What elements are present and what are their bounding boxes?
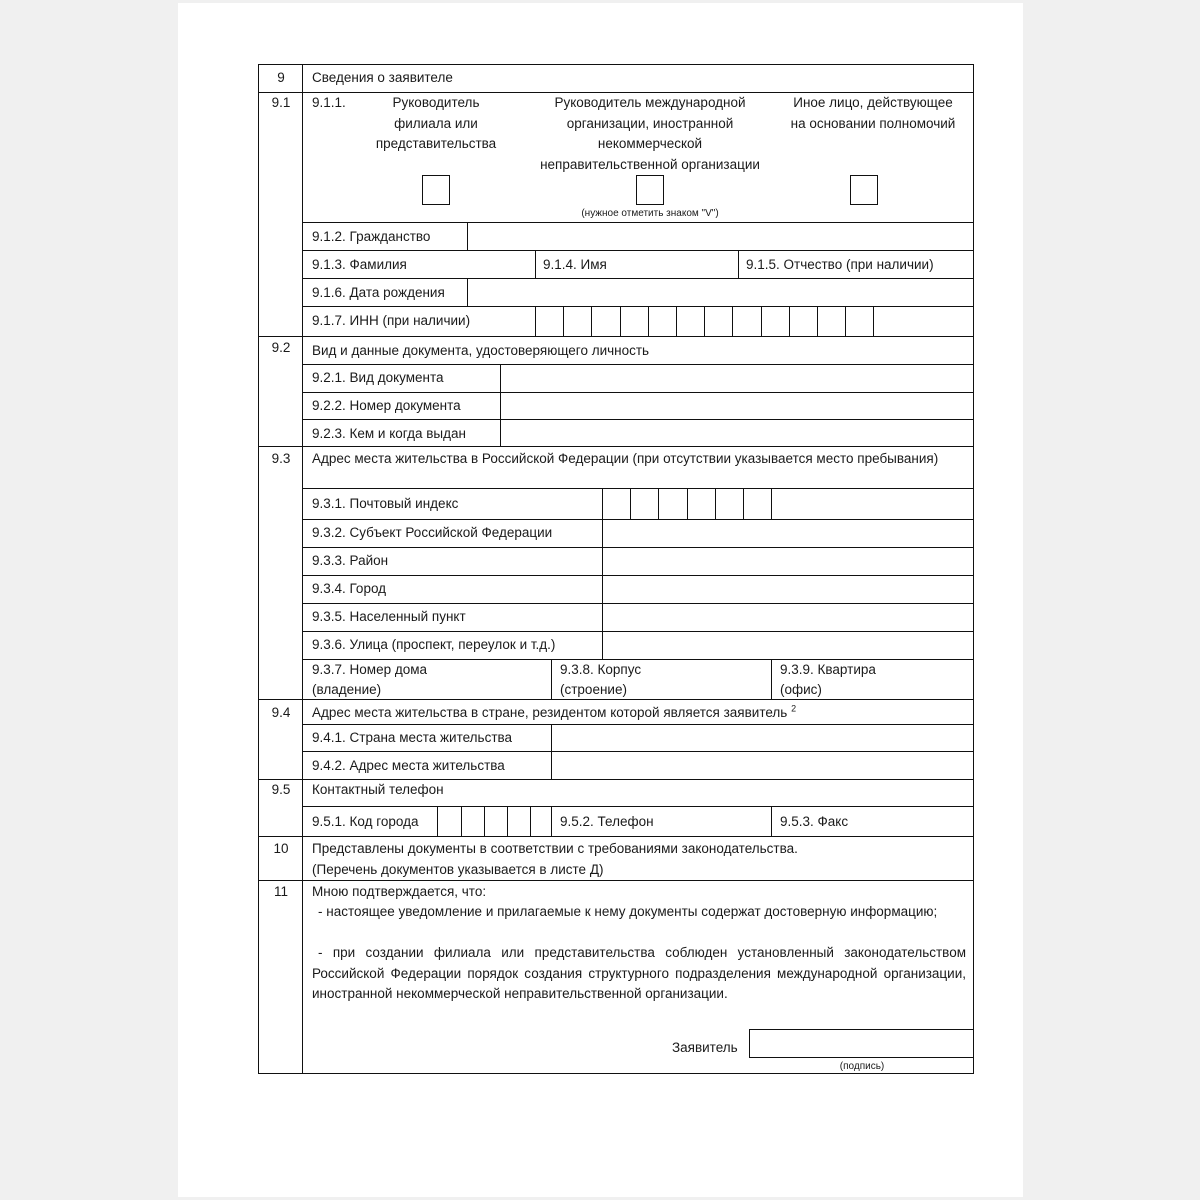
row-line (302, 547, 974, 548)
section-number-9-4: 9.4 (271, 705, 291, 720)
digit-cell-divider (817, 306, 818, 336)
row-line (302, 603, 974, 604)
label-doc-number: 9.2.2. Номер документа (312, 398, 461, 413)
documents-line-2: (Перечень документов указывается в листе Д) (312, 862, 604, 877)
label-city: 9.3.4. Город (312, 581, 387, 596)
section-number-9-2: 9.2 (271, 340, 291, 355)
section-number-10: 10 (273, 841, 289, 856)
checkbox-org-head[interactable] (636, 175, 664, 205)
footnote-marker: 2 (791, 703, 797, 714)
signature-caption: (подпись) (839, 1061, 885, 1072)
cell-divider (551, 659, 552, 699)
digit-cell-divider (771, 488, 772, 519)
section-number-9-1: 9.1 (271, 95, 291, 110)
row-line (302, 419, 974, 420)
row-line (258, 336, 974, 337)
cell-divider (551, 724, 552, 779)
digit-cell-divider (563, 306, 564, 336)
label-street: 9.3.6. Улица (проспект, переулок и т.д.) (312, 637, 556, 652)
signature-field[interactable] (749, 1029, 974, 1058)
digit-cell-divider (535, 306, 536, 336)
digit-cell-divider (602, 488, 603, 519)
digit-cell-divider (591, 306, 592, 336)
section-title-ru-address: Адрес места жительства в Российской Федерации (при отсутствии указывается место пребывания) (312, 451, 939, 466)
label-citizenship: 9.1.2. Гражданство (312, 229, 431, 244)
option-org-head: Руководитель международной организации, иностранной некоммерческой неправительственной организации (540, 95, 760, 172)
row-line (302, 724, 974, 725)
digit-cell-divider (732, 306, 733, 336)
digit-cell-divider (620, 306, 621, 336)
row-line (258, 836, 974, 837)
documents-line-1: Представлены документы в соответствии с требованиями законодательства. (312, 841, 798, 856)
section-number-11: 11 (273, 884, 288, 899)
checkbox-branch-head[interactable] (422, 175, 450, 205)
cell-divider (500, 364, 501, 446)
digit-cell-divider (715, 488, 716, 519)
label-country: 9.4.1. Страна места жительства (312, 730, 513, 745)
digit-cell-divider (658, 488, 659, 519)
digit-cell-divider (648, 306, 649, 336)
row-line (302, 519, 974, 520)
cell-divider (771, 659, 772, 699)
digit-cell-divider (873, 306, 874, 336)
label-district: 9.3.3. Район (312, 553, 389, 568)
section-title-foreign-address (312, 703, 796, 723)
digit-cell-divider (507, 806, 508, 836)
label-surname: 9.1.3. Фамилия (312, 257, 407, 272)
row-line (302, 392, 974, 393)
digit-cell-divider (437, 806, 438, 836)
digit-cell-divider (704, 306, 705, 336)
digit-cell-divider (845, 306, 846, 336)
applicant-label: Заявитель (672, 1040, 738, 1055)
label-patronymic: 9.1.5. Отчество (при наличии) (746, 257, 934, 272)
checkbox-other-person[interactable] (850, 175, 878, 205)
digit-cell-divider (461, 806, 462, 836)
confirmation-item-2: - при создании филиала или представительства соблюден установленный законодательством Российской Федерации порядок создания структурного подразделения международной организации, иностранной некоммерческой неправительственной организации. (312, 945, 966, 1001)
row-line (302, 631, 974, 632)
label-region: 9.3.2. Субъект Российской Федерации (312, 525, 553, 540)
row-line (302, 222, 974, 223)
digit-cell-divider (761, 306, 762, 336)
label-building: 9.3.8. Корпус (строение) (560, 662, 642, 697)
number-column-divider (302, 92, 303, 1074)
label-foreign-address: 9.4.2. Адрес места жительства (312, 758, 505, 773)
cell-divider (467, 278, 468, 306)
confirmation-item-1: - настоящее уведомление и прилагаемые к нему документы содержат достоверную информацию; (318, 904, 938, 919)
section-title-phone: Контактный телефон (312, 782, 444, 797)
label-house: 9.3.7. Номер дома (владение) (312, 662, 428, 697)
digit-cell-divider (630, 488, 631, 519)
digit-cell-divider (530, 806, 531, 836)
section-title-id-document: Вид и данные документа, удостоверяющего личность (312, 343, 650, 358)
option-branch-head: Руководитель филиала или представительства (375, 95, 497, 151)
label-name: 9.1.4. Имя (543, 257, 607, 272)
label-inn: 9.1.7. ИНН (при наличии) (312, 313, 471, 328)
label-settlement: 9.3.5. Населенный пункт (312, 609, 466, 624)
section-title-applicant: Сведения о заявителе (312, 70, 453, 85)
row-line (302, 806, 974, 807)
label-doc-type: 9.2.1. Вид документа (312, 370, 444, 385)
digit-cell-divider (743, 488, 744, 519)
header-column-divider (302, 64, 303, 92)
confirmation-intro: Мною подтверждается, что: (312, 884, 487, 899)
section-number-9-5: 9.5 (271, 782, 291, 797)
row-line (302, 364, 974, 365)
cell-divider (467, 222, 468, 250)
label-phone: 9.5.2. Телефон (560, 814, 654, 829)
row-line (302, 278, 974, 279)
row-line (302, 575, 974, 576)
digit-cell-divider (789, 306, 790, 336)
digit-cell-divider (676, 306, 677, 336)
foreign-address-title-text: Адрес места жительства в стране, резидентом которой является заявитель (312, 705, 788, 720)
sub-number-9-1-1: 9.1.1. (312, 95, 346, 110)
row-line (302, 751, 974, 752)
checkbox-note: (нужное отметить знаком "V") (581, 208, 719, 219)
cell-divider (771, 806, 772, 836)
section-number-9-3: 9.3 (271, 451, 291, 466)
row-line (258, 880, 974, 881)
label-city-code: 9.5.1. Код города (312, 814, 419, 829)
row-line (302, 488, 974, 489)
label-apartment: 9.3.9. Квартира (офис) (780, 662, 876, 697)
label-doc-issued: 9.2.3. Кем и когда выдан (312, 426, 466, 441)
digit-cell-divider (687, 488, 688, 519)
label-postcode: 9.3.1. Почтовый индекс (312, 496, 459, 511)
row-line (258, 446, 974, 447)
cell-divider (551, 806, 552, 836)
label-birthdate: 9.1.6. Дата рождения (312, 285, 445, 300)
cell-divider (738, 250, 739, 278)
label-fax: 9.5.3. Факс (780, 814, 849, 829)
cell-divider (535, 250, 536, 278)
row-line (302, 250, 974, 251)
section-number-9: 9 (277, 70, 285, 85)
digit-cell-divider (484, 806, 485, 836)
option-other-person: Иное лицо, действующее на основании полномочий (790, 95, 956, 131)
